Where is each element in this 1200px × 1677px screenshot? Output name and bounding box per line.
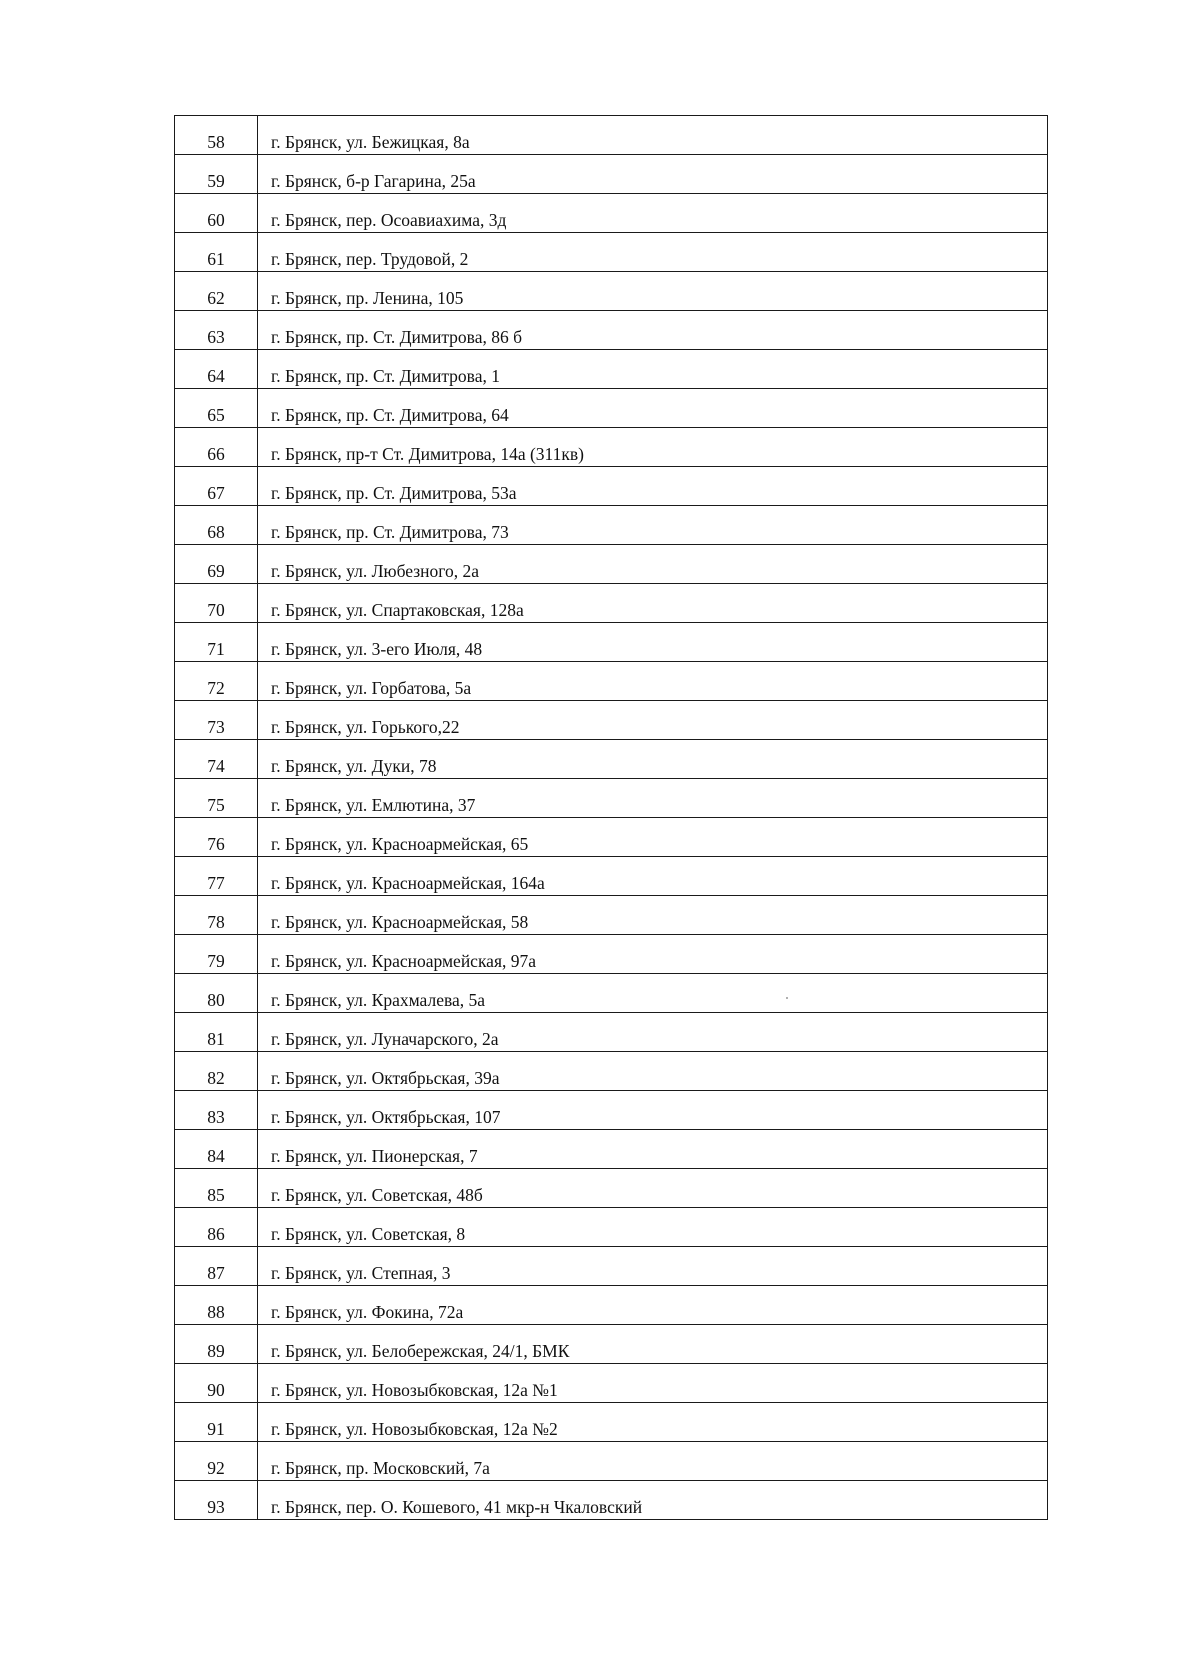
table-row — [175, 1169, 1048, 1208]
row-number-cell: 62 — [175, 272, 258, 311]
table-row — [175, 389, 1048, 428]
address-cell: г. Брянск, ул. Белобережская, 24/1, БМК — [258, 1325, 1048, 1364]
table-row — [175, 740, 1048, 779]
row-number-cell: 92 — [175, 1442, 258, 1481]
row-number-cell: 90 — [175, 1364, 258, 1403]
table-row — [175, 545, 1048, 584]
row-number-cell: 61 — [175, 233, 258, 272]
address-cell: г. Брянск, ул. Советская, 48б — [258, 1169, 1048, 1208]
row-number-cell: 84 — [175, 1130, 258, 1169]
row-number-cell: 74 — [175, 740, 258, 779]
table-row — [175, 1130, 1048, 1169]
table-row — [175, 935, 1048, 974]
row-number-cell: 70 — [175, 584, 258, 623]
address-cell: г. Брянск, ул. Степная, 3 — [258, 1247, 1048, 1286]
table-row — [175, 1013, 1048, 1052]
row-number-cell: 63 — [175, 311, 258, 350]
table-row — [175, 311, 1048, 350]
table-row — [175, 818, 1048, 857]
address-cell: г. Брянск, пр. Ст. Димитрова, 73 — [258, 506, 1048, 545]
row-number-cell: 67 — [175, 467, 258, 506]
address-cell: г. Брянск, ул. Красноармейская, 65 — [258, 818, 1048, 857]
address-cell: г. Брянск, ул. Бежицкая, 8а — [258, 116, 1048, 155]
address-cell: г. Брянск, ул. Горбатова, 5а — [258, 662, 1048, 701]
row-number-cell: 89 — [175, 1325, 258, 1364]
address-cell: г. Брянск, ул. Пионерская, 7 — [258, 1130, 1048, 1169]
row-number-cell: 88 — [175, 1286, 258, 1325]
row-number-cell: 65 — [175, 389, 258, 428]
address-table-body — [175, 116, 1048, 1520]
address-table — [174, 115, 1048, 1520]
table-row — [175, 1091, 1048, 1130]
address-cell: г. Брянск, пр. Ст. Димитрова, 64 — [258, 389, 1048, 428]
address-cell: г. Брянск, ул. Крахмалева, 5а — [258, 974, 1048, 1013]
address-cell: г. Брянск, ул. Красноармейская, 58 — [258, 896, 1048, 935]
table-row — [175, 779, 1048, 818]
row-number-cell: 72 — [175, 662, 258, 701]
row-number-cell: 58 — [175, 116, 258, 155]
row-number-cell: 64 — [175, 350, 258, 389]
table-row — [175, 701, 1048, 740]
table-row — [175, 1247, 1048, 1286]
row-number-cell: 68 — [175, 506, 258, 545]
table-row — [175, 350, 1048, 389]
table-row — [175, 272, 1048, 311]
address-cell: г. Брянск, ул. Советская, 8 — [258, 1208, 1048, 1247]
address-cell: г. Брянск, ул. Дуки, 78 — [258, 740, 1048, 779]
table-row — [175, 155, 1048, 194]
address-cell: г. Брянск, пр. Ст. Димитрова, 86 б — [258, 311, 1048, 350]
address-cell: г. Брянск, ул. Спартаковская, 128а — [258, 584, 1048, 623]
table-row — [175, 584, 1048, 623]
table-row — [175, 1286, 1048, 1325]
row-number-cell: 66 — [175, 428, 258, 467]
table-row — [175, 623, 1048, 662]
table-row — [175, 1052, 1048, 1091]
address-cell: г. Брянск, ул. Октябрьская, 39а — [258, 1052, 1048, 1091]
row-number-cell: 73 — [175, 701, 258, 740]
table-row — [175, 1325, 1048, 1364]
table-row — [175, 1208, 1048, 1247]
address-cell: г. Брянск, ул. Красноармейская, 164а — [258, 857, 1048, 896]
table-row — [175, 662, 1048, 701]
address-cell: г. Брянск, ул. Луначарского, 2а — [258, 1013, 1048, 1052]
address-cell: г. Брянск, ул. Любезного, 2а — [258, 545, 1048, 584]
row-number-cell: 83 — [175, 1091, 258, 1130]
address-cell: г. Брянск, б-р Гагарина, 25а — [258, 155, 1048, 194]
address-cell: г. Брянск, пер. О. Кошевого, 41 мкр-н Чкаловский — [258, 1481, 1048, 1520]
row-number-cell: 80 — [175, 974, 258, 1013]
table-row — [175, 974, 1048, 1013]
row-number-cell: 69 — [175, 545, 258, 584]
address-cell: г. Брянск, ул. Новозыбковская, 12а №1 — [258, 1364, 1048, 1403]
table-row — [175, 506, 1048, 545]
address-cell: г. Брянск, пер. Трудовой, 2 — [258, 233, 1048, 272]
address-cell: г. Брянск, пер. Осоавиахима, 3д — [258, 194, 1048, 233]
address-cell: г. Брянск, ул. Фокина, 72а — [258, 1286, 1048, 1325]
table-row — [175, 116, 1048, 155]
table-row — [175, 896, 1048, 935]
row-number-cell: 76 — [175, 818, 258, 857]
address-cell: г. Брянск, ул. Красноармейская, 97а — [258, 935, 1048, 974]
address-cell: г. Брянск, пр. Московский, 7а — [258, 1442, 1048, 1481]
table-row — [175, 428, 1048, 467]
table-row — [175, 467, 1048, 506]
row-number-cell: 86 — [175, 1208, 258, 1247]
row-number-cell: 75 — [175, 779, 258, 818]
row-number-cell: 91 — [175, 1403, 258, 1442]
table-row — [175, 1403, 1048, 1442]
table-row — [175, 1364, 1048, 1403]
address-cell: г. Брянск, ул. 3-его Июля, 48 — [258, 623, 1048, 662]
address-cell: г. Брянск, пр. Ст. Димитрова, 1 — [258, 350, 1048, 389]
address-cell: г. Брянск, пр-т Ст. Димитрова, 14а (311кв) — [258, 428, 1048, 467]
row-number-cell: 71 — [175, 623, 258, 662]
table-row — [175, 1442, 1048, 1481]
table-row — [175, 233, 1048, 272]
address-cell: г. Брянск, ул. Новозыбковская, 12а №2 — [258, 1403, 1048, 1442]
address-cell: г. Брянск, пр. Ленина, 105 — [258, 272, 1048, 311]
row-number-cell: 77 — [175, 857, 258, 896]
address-cell: г. Брянск, ул. Емлютина, 37 — [258, 779, 1048, 818]
row-number-cell: 59 — [175, 155, 258, 194]
row-number-cell: 78 — [175, 896, 258, 935]
table-row — [175, 857, 1048, 896]
row-number-cell: 60 — [175, 194, 258, 233]
row-number-cell: 93 — [175, 1481, 258, 1520]
row-number-cell: 85 — [175, 1169, 258, 1208]
row-number-cell: 87 — [175, 1247, 258, 1286]
table-row — [175, 1481, 1048, 1520]
scan-speck — [786, 997, 788, 999]
address-cell: г. Брянск, ул. Горького,22 — [258, 701, 1048, 740]
address-cell: г. Брянск, пр. Ст. Димитрова, 53а — [258, 467, 1048, 506]
row-number-cell: 81 — [175, 1013, 258, 1052]
row-number-cell: 79 — [175, 935, 258, 974]
row-number-cell: 82 — [175, 1052, 258, 1091]
address-cell: г. Брянск, ул. Октябрьская, 107 — [258, 1091, 1048, 1130]
table-row — [175, 194, 1048, 233]
